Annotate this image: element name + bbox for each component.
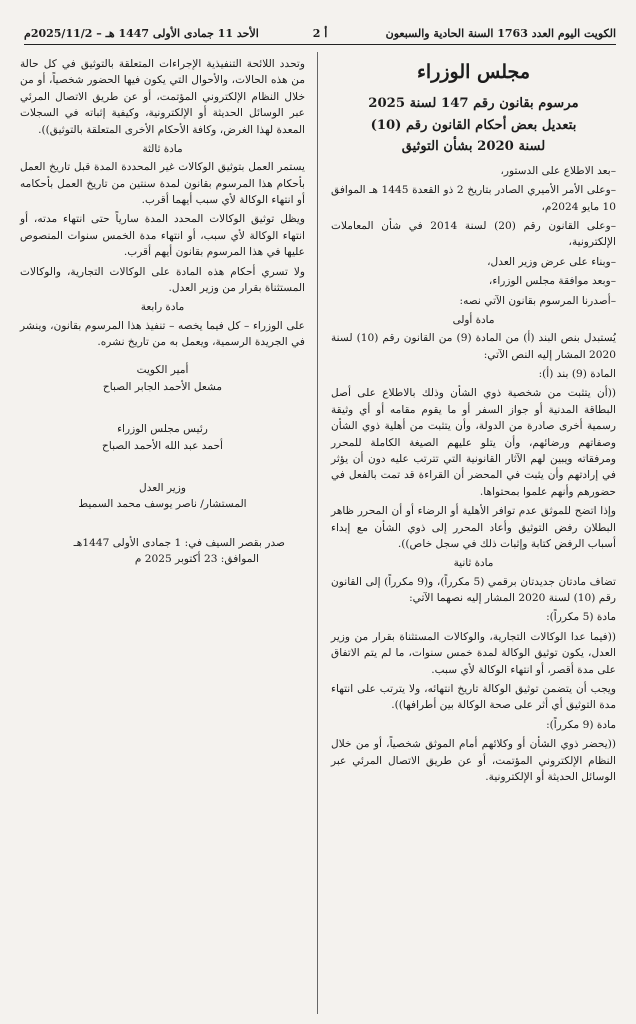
article-5bis-text-2: ويجب أن يتضمن توثيق الوكالة تاريخ انتهائه، ولا يترتب على انتهاء مدة التوثيق أي أثر على صحة الوكالة بين أطرافها)). <box>331 683 616 712</box>
preamble-item: –بعد الاطلاع على الدستور، <box>500 164 616 177</box>
issued-place-date: صدر بقصر السيف في: 1 جمادى الأولى 1447هـ <box>73 536 285 549</box>
gregorian-date: الموافق: 23 أكتوبر 2025 م <box>134 553 259 566</box>
article-9bis-text: ((يحضر ذوي الشأن أو وكلائهم أمام الموثق شخصياً، أو من خلال النظام الإلكتروني المؤتمت، أو عن طريق الاتصال المرئي عبر الوسائل الحديثة أو الإلكترونية. <box>331 738 616 784</box>
article-4-heading: مادة رابعة <box>140 301 185 314</box>
justice-minister-name: المستشار/ ناصر يوسف محمد السميط <box>78 498 247 511</box>
decree-title-line-3: لسنة 2020 بشأن التوثيق <box>401 138 546 154</box>
preamble-item: –وبعد موافقة مجلس الوزراء، <box>488 275 616 288</box>
preamble-item: –وعلى الأمر الأميري الصادر بتاريخ 2 ذو القعدة 1445 هـ الموافق 10 مايو 2024م، <box>331 184 616 213</box>
article-3-heading: مادة ثالثة <box>142 143 183 156</box>
emir-name: مشعل الأحمد الجابر الصباح <box>102 380 223 393</box>
article-4-text: على الوزراء – كل فيما يخصه – تنفيذ هذا المرسوم بقانون، وينشر في الجريدة الرسمية، ويعمل به من تاريخ نشره. <box>20 319 305 348</box>
decree-title-line-2: بتعديل بعض أحكام القانون رقم (10) <box>370 117 577 133</box>
article-3-paragraph: يستمر العمل بتوثيق الوكالات غير المحددة المدة قبل تاريخ العمل بأحكام هذا المرسوم بقانون لمدة سنتين من تاريخ العمل بأحكامه أو انتهاء الوكالة لأي سبب أيهما أقرب. <box>20 161 305 206</box>
page-title: مجلس الوزراء <box>416 61 531 83</box>
issue-date: الأحد 11 جمادى الأولى 1447 هـ – 2025/11/2م <box>24 26 259 40</box>
article-1-intro: يُستبدل بنص البند (أ) من المادة (9) من القانون رقم (10) لسنة 2020 المشار إليه النص الآتي: <box>331 332 616 361</box>
preamble-item: –وعلى القانون رقم (20) لسنة 2014 في شأن المعاملات الإلكترونية، <box>331 220 616 249</box>
prime-minister-name: أحمد عبد الله الأحمد الصباح <box>102 439 223 452</box>
article-1-reference: المادة (9) بند (أ): <box>538 368 616 380</box>
right-column <box>331 56 616 788</box>
preamble-item: –وبناء على عرض وزير العدل، <box>487 255 616 268</box>
article-3-paragraph: ويظل توثيق الوكالات المحدد المدة سارياً حتى انتهاء مدته، أو انتهاء الوكالة لأي سبب، أو انتهاء مدة الخمس سنوات المنصوص عليها في هذا المرسوم بقانون أيهم أقرب. <box>20 213 305 259</box>
left-column <box>20 56 305 568</box>
article-2-heading: مادة ثانية <box>453 557 494 570</box>
article-5bis-reference: مادة (5 مكرراً): <box>546 611 616 624</box>
prime-minister-title: رئيس مجلس الوزراء <box>117 423 208 436</box>
article-1-text: ((أن يتثبت من شخصية ذوي الشأن وذلك بالاطلاع على أصل البطاقة المدنية أو جواز السفر أو ما يقوم مقامه أو أي وثيقة رسمية أخرى صادرة من الدولة، وأن يتثبت من أهلية ذوي الشأن وصفاتهم ورضائهم، وأن يتلو عليهم الصيغة الكاملة للمحرر ومرفقاته ويبين لهم الآثار القانونية التي تترتب عليه دون أن يؤثر في إرادتهم وأن يثبت في المحضر أن القراءة قد تمت بالفعل في حضورهم وأنهم علموا بمحتواها. <box>331 387 616 498</box>
article-1-heading: مادة أولى <box>452 314 495 327</box>
article-1-text-2: وإذا اتضح للموثق عدم توافر الأهلية أو الرضاء أو أن المحرر ظاهر البطلان رفض التوثيق وأعاد المحرر إلى ذوي الشأن مع إبداء أسباب الرفض كتابة وإثبات ذلك في سجل خاص)). <box>331 505 616 551</box>
preamble-item: –أصدرنا المرسوم بقانون الآتي نصه: <box>459 294 616 307</box>
article-5bis-text: ((فيما عدا الوكالات التجارية، والوكالات المستثناة بقرار من وزير العدل، يكون توثيق الوكالة لمدة خمس سنوات، ما لم يتم الاتفاق على مدة أقصر، أو انتهاء الوكالة لأي سبب. <box>331 630 616 676</box>
justice-minister-title: وزير العدل <box>139 481 186 494</box>
article-3-paragraph: ولا تسري أحكام هذه المادة على الوكالات التجارية، والوكالات المستثناة بقرار من وزير العدل. <box>20 265 305 294</box>
article-9bis-reference: مادة (9 مكرراً): <box>546 718 616 731</box>
decree-title-line-1: مرسوم بقانون رقم 147 لسنة 2025 <box>368 96 579 112</box>
article-2-intro: تضاف مادتان جديدتان برقمي (5 مكرراً)، و(9 مكرراً) إلى القانون رقم (10) لسنة 2020 المشار إليه نصهما الآتي: <box>331 575 616 604</box>
emir-title: أمير الكويت <box>136 364 189 377</box>
gazette-issue: الكويت اليوم العدد 1763 السنة الحادية والسبعون <box>385 26 616 40</box>
page-header <box>24 22 616 45</box>
column-divider <box>317 52 318 1014</box>
article-9bis-continued: وتحدد اللائحة التنفيذية الإجراءات المتعلقة بالتوثيق في كل حالة من هذه الحالات، والأحوال التي يكون فيها الحضور شخصياً، أو من خلال النظام الإلكتروني المؤتمت، أو عن طريق الاتصال المرئي عبر الوسائل الحديثة أو الإلكترونية، وكيفية إثباته في السجلات المعدة لهذا الغرض، وكافة الأحكام الأخرى المتعلقة بالتوثيق)). <box>20 58 305 136</box>
page-number: أ 2 <box>312 26 328 40</box>
